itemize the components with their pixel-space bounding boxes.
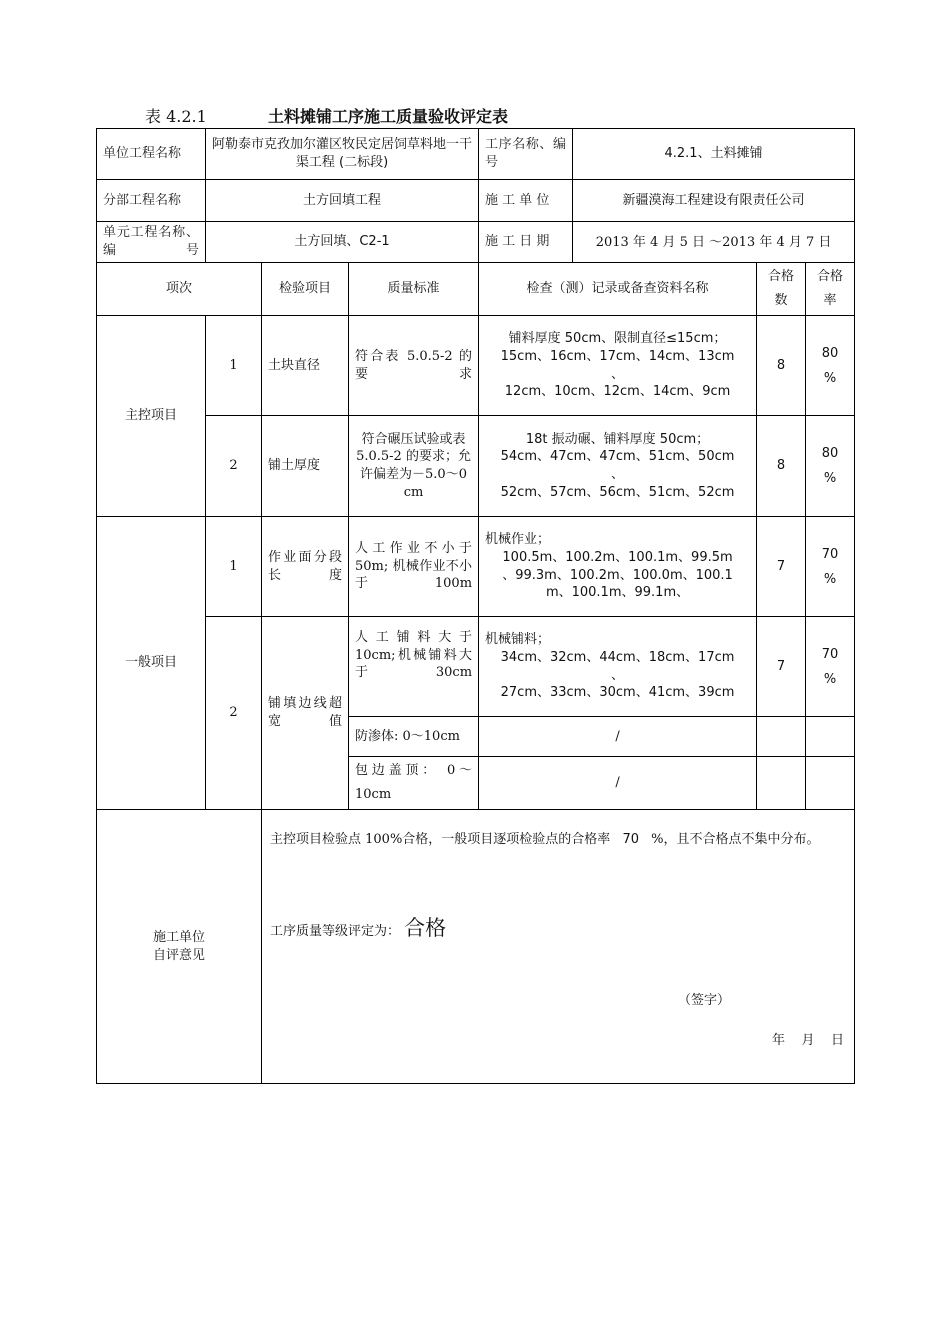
record-line: 34cm、32cm、44cm、18cm、17cm xyxy=(500,649,735,665)
contractor-value: 新疆漠海工程建设有限责任公司 xyxy=(573,180,855,222)
opinion-label-line: 自评意见 xyxy=(152,947,205,963)
pass-rate-unit: % xyxy=(823,671,837,687)
standard-text: 包边盖顶： 0～10cm xyxy=(349,757,479,810)
record-line: 12cm、10cm、12cm、14cm、9cm xyxy=(504,384,731,400)
pass-rate xyxy=(806,517,855,617)
record-line: 、99.3m、100.2m、100.0m、100.1 xyxy=(502,567,733,583)
column-header-row xyxy=(97,263,855,316)
col-record: 检查（测）记录或备查资料名称 xyxy=(479,263,757,316)
record-cell xyxy=(479,617,757,717)
unit-project-value: 阿勒泰市克孜加尔灌区牧民定居饲草料地一干渠工程 (二标段) xyxy=(206,129,479,180)
record-cell xyxy=(479,416,757,517)
record-line: 52cm、57cm、56cm、51cm、52cm xyxy=(500,484,735,500)
table-number: 表 4.2.1 xyxy=(145,107,207,126)
opinion-row xyxy=(97,810,855,1084)
info-row-sub xyxy=(97,180,855,222)
statement-text: 主控项目检验点 100%合格，一般项目逐项检验点的合格率 xyxy=(270,832,611,847)
pass-rate xyxy=(806,416,855,517)
signature-label: （签字） xyxy=(678,993,731,1008)
record-cell xyxy=(479,316,757,416)
standard-text: 符合表 5.0.5-2 的要求 xyxy=(349,316,479,416)
element-label: 单元工程名称、编号 xyxy=(97,222,206,263)
pass-rate xyxy=(806,617,855,717)
pass-rate-value: 80 xyxy=(821,446,839,461)
record-line: 15cm、16cm、17cm、14cm、13cm xyxy=(500,348,735,364)
opinion-statement xyxy=(270,830,846,850)
statement-rate: 70 xyxy=(622,832,639,847)
standard-text: 人工铺料大于 10cm;机械铺料大于 30cm xyxy=(349,617,479,717)
pass-rate xyxy=(806,316,855,416)
record-line: 100.5m、100.2m、100.1m、99.5m xyxy=(502,549,733,565)
sub-project-value: 土方回填工程 xyxy=(206,180,479,222)
col-check-item: 检验项目 xyxy=(262,263,349,316)
pass-rate-value: 80 xyxy=(821,345,839,361)
row-no: 2 xyxy=(206,617,262,810)
statement-text: %，且不合格点不集中分布。 xyxy=(651,832,820,847)
record-cell xyxy=(479,517,757,617)
process-value: 4.2.1、土料摊铺 xyxy=(573,129,855,180)
record-line: m、100.1m、99.1m、 xyxy=(545,585,690,601)
pass-count: 7 xyxy=(757,517,806,617)
pass-count xyxy=(757,757,806,810)
record-line: 机械作业； xyxy=(485,532,551,548)
table-row xyxy=(97,517,855,617)
pass-rate xyxy=(806,717,855,757)
check-item: 土块直径 xyxy=(262,316,349,416)
pass-rate-unit: % xyxy=(823,571,837,587)
table-row xyxy=(97,316,855,416)
standard-text: 防渗体: 0～10cm xyxy=(349,717,479,757)
record-line: 、 xyxy=(611,667,625,683)
pass-rate-unit: % xyxy=(823,370,837,386)
pass-count: 8 xyxy=(757,316,806,416)
date-label: 施 工 日 期 xyxy=(479,222,573,263)
general-label: 一般项目 xyxy=(97,517,206,810)
opinion-label-line: 施工单位 xyxy=(152,929,205,945)
grade-value: 合格 xyxy=(404,916,447,940)
check-item: 作业面分段长度 xyxy=(262,517,349,617)
table-row xyxy=(97,416,855,517)
title-row xyxy=(145,104,845,128)
record-line: 机械铺料； xyxy=(485,632,551,648)
date-line: 年 月 日 xyxy=(772,1033,845,1048)
pass-count: 8 xyxy=(757,416,806,517)
pass-rate-value: 70 xyxy=(821,546,839,562)
page-title: 土料摊铺工序施工质量验收评定表 xyxy=(268,107,509,126)
standard-text: 人工作业不小于 50m; 机械作业不小于 100m xyxy=(349,517,479,617)
date-value: 2013 年 4 月 5 日 ～2013 年 4 月 7 日 xyxy=(573,222,855,263)
grade-line xyxy=(270,914,846,942)
record-cell: / xyxy=(479,757,757,810)
record-line: 27cm、33cm、30cm、41cm、39cm xyxy=(500,685,735,701)
record-line: 、 xyxy=(611,467,625,482)
pass-count xyxy=(757,717,806,757)
pass-count: 7 xyxy=(757,617,806,717)
record-line: 54cm、47cm、47cm、51cm、50cm xyxy=(500,449,735,465)
element-value: 土方回填、C2-1 xyxy=(206,222,479,263)
unit-project-label: 单位工程名称 xyxy=(97,129,206,180)
row-no: 2 xyxy=(206,416,262,517)
evaluation-table xyxy=(96,128,855,1084)
process-label: 工序名称、编号 xyxy=(479,129,573,180)
record-line: 18t 振动碾、铺料厚度 50cm； xyxy=(525,431,710,447)
check-item: 铺填边线超宽值 xyxy=(262,617,349,810)
pass-rate xyxy=(806,757,855,810)
standard-text: 符合碾压试验或表 5.0.5-2 的要求；允许偏差为－5.0～0 cm xyxy=(349,416,479,517)
row-no: 1 xyxy=(206,517,262,617)
opinion-label xyxy=(97,810,262,1084)
pass-rate-value: 70 xyxy=(821,646,839,662)
col-pass-rate: 合格率 xyxy=(806,263,855,316)
opinion-content xyxy=(262,810,855,1084)
info-row-unit xyxy=(97,129,855,180)
sub-project-label: 分部工程名称 xyxy=(97,180,206,222)
record-cell: / xyxy=(479,717,757,757)
check-item: 铺土厚度 xyxy=(262,416,349,517)
row-no: 1 xyxy=(206,316,262,416)
col-item-type: 项次 xyxy=(97,263,262,316)
pass-rate-unit: % xyxy=(823,471,837,486)
main-control-label: 主控项目 xyxy=(97,316,206,517)
table-row xyxy=(97,617,855,717)
contractor-label: 施 工 单 位 xyxy=(479,180,573,222)
col-standard: 质量标准 xyxy=(349,263,479,316)
info-row-element xyxy=(97,222,855,263)
grade-label: 工序质量等级评定为： xyxy=(270,924,401,939)
record-line: 铺料厚度 50cm、限制直径≤15cm； xyxy=(508,331,727,347)
col-pass-count: 合格数 xyxy=(757,263,806,316)
record-line: 、 xyxy=(611,366,625,382)
